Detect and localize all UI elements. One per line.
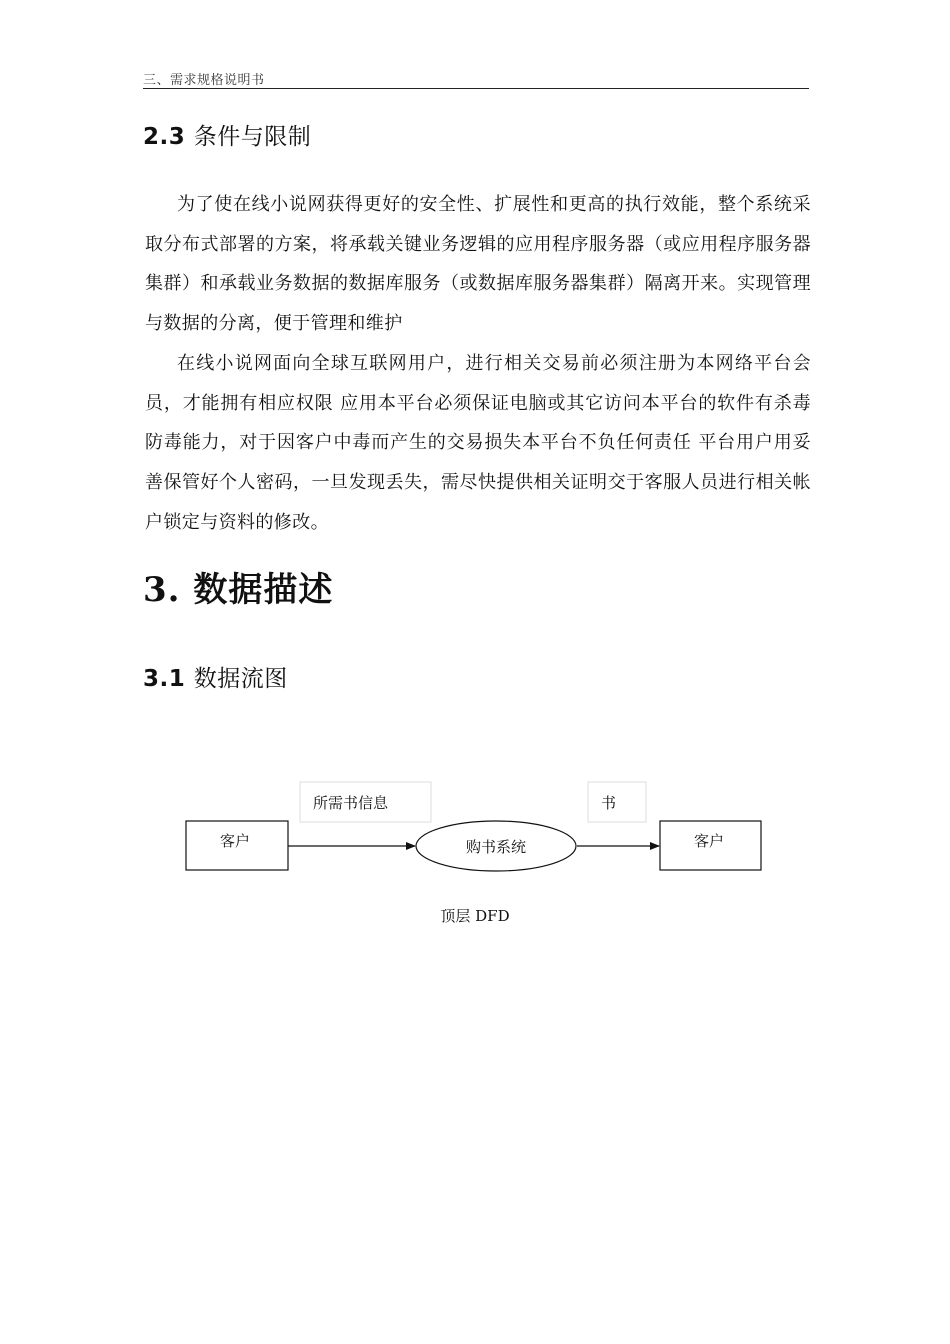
section-2-3-number: 2.3 xyxy=(143,124,186,150)
section-3-1-number: 3.1 xyxy=(143,666,186,692)
output-flow-label-box xyxy=(588,782,646,822)
process-label: 购书系统 xyxy=(465,838,527,856)
section-2-3-title: 条件与限制 xyxy=(193,124,312,150)
section-3-1-title: 数据流图 xyxy=(193,666,288,692)
section-3-title: 数据描述 xyxy=(193,570,334,610)
section-3-1-heading xyxy=(143,660,288,693)
output-flow-label: 书 xyxy=(601,794,617,812)
input-flow-label: 所需书信息 xyxy=(313,794,389,812)
header-rule xyxy=(143,88,809,89)
section-3-number: 3 xyxy=(143,570,168,610)
paragraph-deployment: 为了使在线小说网获得更好的安全性、扩展性和更高的执行效能，整个系统采取分布式部署的方案，将承载关键业务逻辑的应用程序服务器（或应用程序服务器集群）和承载业务数据的数据库服务（或数据库服务器集群）隔离开来。实现管理与数据的分离，便于管理和维护 xyxy=(145,194,811,335)
section-2-3-body xyxy=(145,185,811,542)
left-entity-label: 客户 xyxy=(220,832,251,850)
dfd-caption: 顶层 DFD xyxy=(440,907,510,925)
section-3-heading xyxy=(143,562,333,611)
right-entity-label: 客户 xyxy=(694,832,725,850)
paragraph-users: 在线小说网面向全球互联网用户，进行相关交易前必须注册为本网络平台会员，才能拥有相应权限 应用本平台必须保证电脑或其它访问本平台的软件有杀毒防毒能力，对于因客户中毒而产生的交易损失本平台不负任何责任 平台用户用妥善保管好个人密码，一旦发现丢失，需尽快提供相关证明交于客服人员进行相关帐户锁定与资料的修改。 xyxy=(145,352,811,533)
section-2-3-heading xyxy=(143,118,311,151)
section-3-dot: . xyxy=(167,570,181,610)
running-header: 三、需求规格说明书 xyxy=(143,73,265,88)
